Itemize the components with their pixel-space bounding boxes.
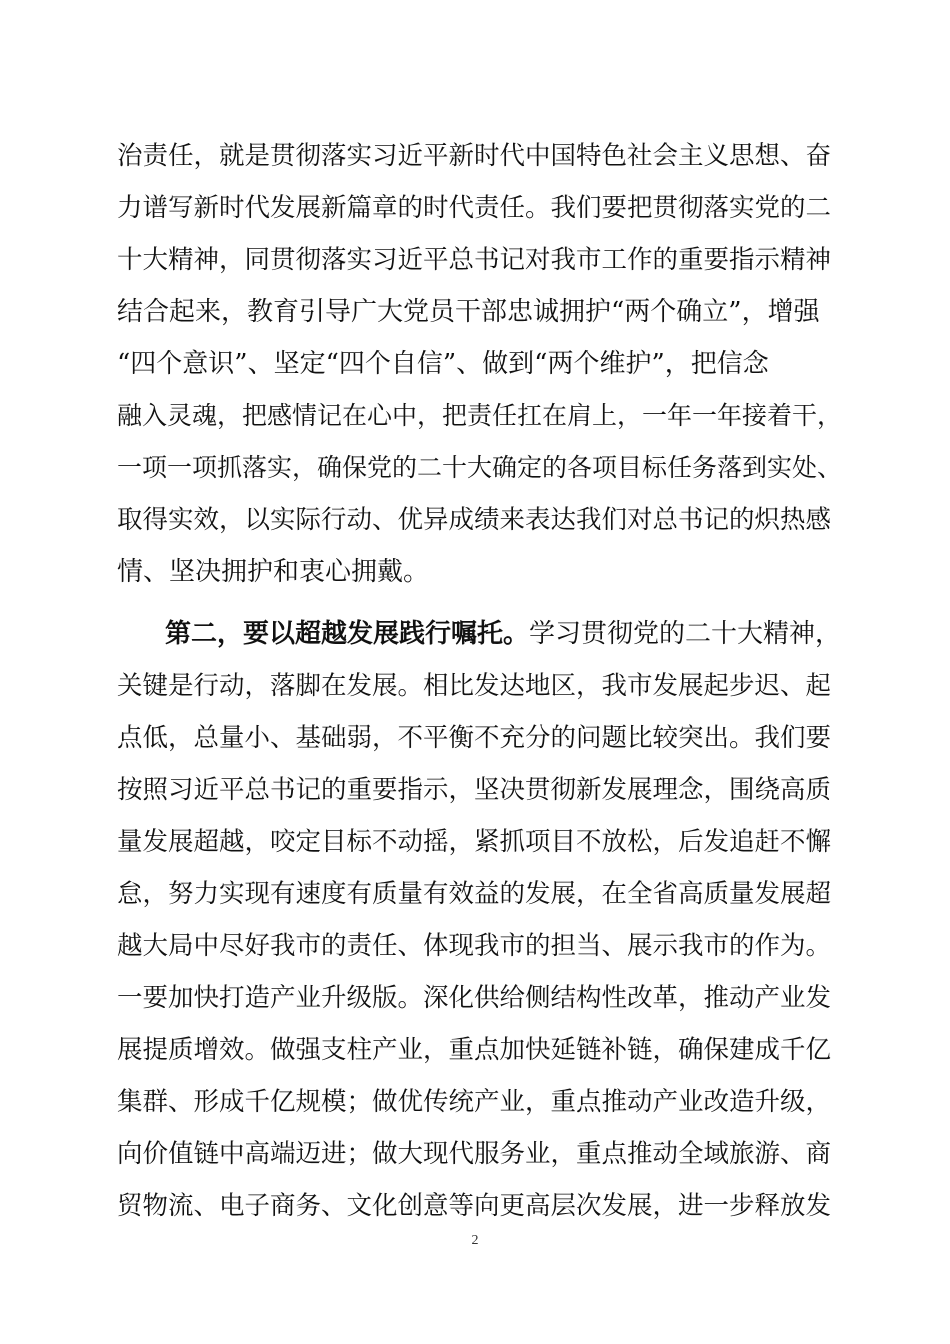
paragraph-line: 关键是行动，落脚在发展。相比发达地区，我市发展起步迟、起 bbox=[117, 671, 832, 701]
paragraph-text: 学习贯彻党的二十大精神， bbox=[529, 619, 842, 649]
paragraph-line: 展提质增效。做强支柱产业，重点加快延链补链，确保建成千亿 bbox=[117, 1035, 832, 1065]
paragraph-line: 贸物流、电子商务、文化创意等向更高层次发展，进一步释放发 bbox=[117, 1191, 832, 1221]
paragraph-line: 怠，努力实现有速度有质量有效益的发展，在全省高质量发展超 bbox=[117, 879, 832, 909]
paragraph-line: 量发展超越，咬定目标不动摇，紧抓项目不放松，后发追赶不懈 bbox=[117, 827, 832, 857]
paragraph-line: 一项一项抓落实，确保党的二十大确定的各项目标任务落到实处、 bbox=[117, 453, 843, 482]
paragraph-heading: 第二，要以超越发展践行嘱托。 bbox=[165, 619, 530, 649]
paragraph-line: 力谱写新时代发展新篇章的时代责任。我们要把贯彻落实党的二 bbox=[117, 193, 832, 223]
paragraph-line: 情、坚决拥护和衷心拥戴。 bbox=[117, 557, 430, 587]
paragraph-line: 越大局中尽好我市的责任、体现我市的担当、展示我市的作为。 bbox=[117, 931, 832, 961]
paragraph-first-line bbox=[165, 614, 841, 654]
paragraph-line: 集群、形成千亿规模；做优传统产业，重点推动产业改造升级， bbox=[117, 1087, 832, 1117]
page-number: 2 bbox=[471, 1233, 479, 1248]
paragraph-line: 结合起来，教育引导广大党员干部忠诚拥护“两个确立”，增强 bbox=[117, 297, 820, 327]
paragraph-line: 向价值链中高端迈进；做大现代服务业，重点推动全域旅游、商 bbox=[117, 1139, 832, 1169]
paragraph-line: 一要加快打造产业升级版。深化供给侧结构性改革，推动产业发 bbox=[117, 983, 832, 1013]
paragraph-line: 取得实效，以实际行动、优异成绩来表达我们对总书记的炽热感 bbox=[117, 505, 832, 535]
paragraph-line: “四个意识”、坚定“四个自信”、做到“两个维护”，把信念 bbox=[117, 349, 769, 379]
paragraph-line: 十大精神，同贯彻落实习近平总书记对我市工作的重要指示精神 bbox=[117, 245, 832, 275]
paragraph-line: 按照习近平总书记的重要指示，坚决贯彻新发展理念，围绕高质 bbox=[117, 775, 832, 805]
paragraph-line: 点低，总量小、基础弱，不平衡不充分的问题比较突出。我们要 bbox=[117, 723, 832, 753]
paragraph-line: 融入灵魂，把感情记在心中，把责任扛在肩上，一年一年接着干， bbox=[117, 401, 843, 430]
paragraph-line: 治责任，就是贯彻落实习近平新时代中国特色社会主义思想、奋 bbox=[117, 141, 832, 171]
